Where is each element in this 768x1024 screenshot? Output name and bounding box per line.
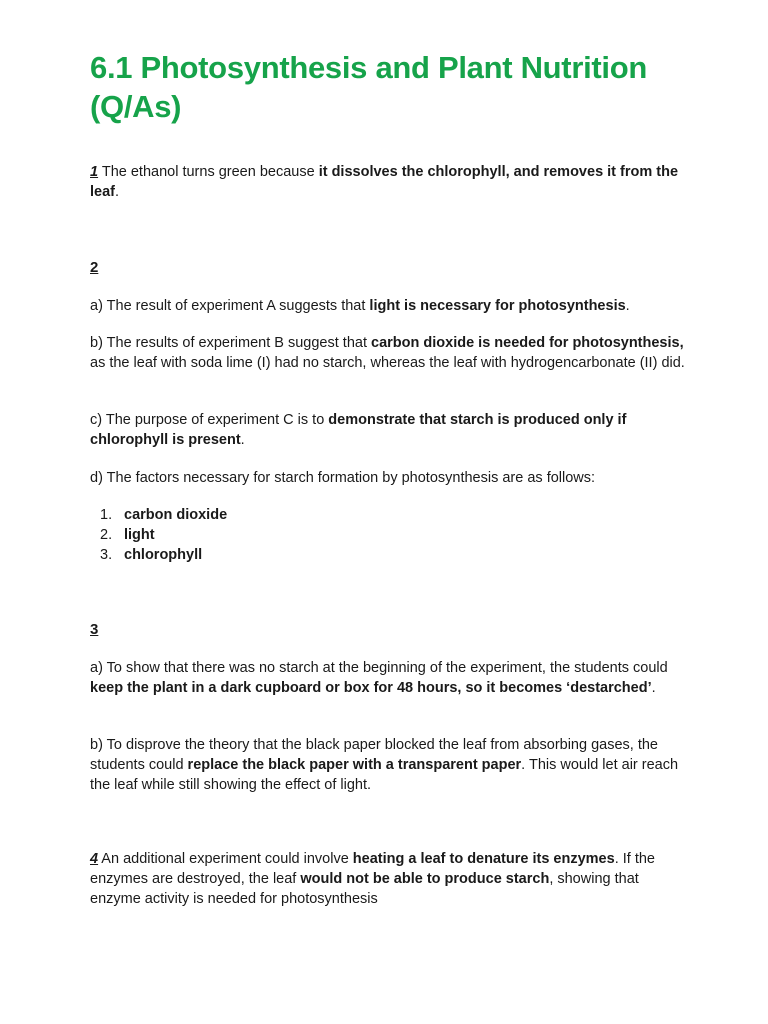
- list-number: 2.: [100, 527, 113, 543]
- list-item: [90, 525, 227, 545]
- answer-text: .: [625, 298, 630, 314]
- list-item-label: light: [124, 527, 155, 543]
- answer-text: a) To show that there was no starch at the beginning of the experiment, the students could: [90, 660, 668, 676]
- answer-key-phrase: it dissolves the chlorophyll, and removes it from the leaf: [90, 164, 679, 200]
- answer-text: d) The factors necessary for starch formation by photosynthesis are as follows:: [90, 470, 596, 486]
- question-heading-2: 2: [90, 259, 99, 276]
- answer-text: . If the enzymes are destroyed, the leaf: [90, 851, 655, 887]
- answer-text: .: [115, 184, 120, 200]
- answer-2d: [90, 468, 690, 488]
- answer-text: , showing that enzyme activity is needed for photosynthesis: [90, 871, 639, 907]
- list-item: [90, 505, 227, 525]
- answer-text: c) The purpose of experiment C is to: [90, 412, 329, 428]
- answer-text: a) The result of experiment A suggests that: [90, 298, 370, 314]
- answer-text: b) The results of experiment B suggest that: [90, 335, 372, 351]
- answer-text: .: [240, 432, 245, 448]
- answer-key-phrase: heating a leaf to denature its enzymes: [352, 851, 615, 867]
- answer-text: .: [651, 680, 656, 696]
- answer-key-phrase: light is necessary for photosynthesis: [369, 298, 626, 314]
- answer-3a: [90, 658, 690, 698]
- answer-4: [90, 849, 690, 909]
- answer-key-phrase: replace the black paper with a transparent paper: [187, 757, 522, 773]
- answer-2b: [90, 333, 690, 373]
- answer-key-phrase: demonstrate that starch is produced only if chlorophyll is present: [90, 412, 627, 448]
- answer-key-phrase: would not be able to produce starch: [300, 871, 550, 887]
- list-item-label: chlorophyll: [124, 547, 203, 563]
- answer-text: . This would let air reach the leaf while still showing the effect of light.: [90, 757, 679, 793]
- question-number: 1: [90, 164, 99, 180]
- answer-2a: [90, 296, 690, 316]
- list-item-label: carbon dioxide: [124, 507, 228, 523]
- answer-text: b) To disprove the theory that the black paper blocked the leaf from absorbing gases, the students could: [90, 737, 658, 773]
- question-heading-3: 3: [90, 621, 99, 638]
- factor-list: [90, 505, 227, 565]
- list-number: 1.: [100, 507, 113, 523]
- answer-text: The ethanol turns green because: [98, 164, 319, 180]
- question-number: 4: [90, 851, 99, 867]
- list-number: 3.: [100, 547, 113, 563]
- answer-1: [90, 162, 690, 202]
- answer-text: as the leaf with soda lime (I) had no starch, whereas the leaf with hydrogencarbonate (II) did.: [90, 355, 685, 371]
- answer-key-phrase: carbon dioxide is needed for photosynthesis,: [371, 335, 684, 351]
- answer-key-phrase: keep the plant in a dark cupboard or box for 48 hours, so it becomes ‘destarched’: [90, 680, 652, 696]
- list-item: [90, 545, 227, 565]
- answer-3b: [90, 735, 690, 795]
- answer-text: An additional experiment could involve: [98, 851, 353, 867]
- answer-2c: [90, 410, 690, 450]
- page-title: 6.1 Photosynthesis and Plant Nutrition (Q/As): [90, 50, 647, 124]
